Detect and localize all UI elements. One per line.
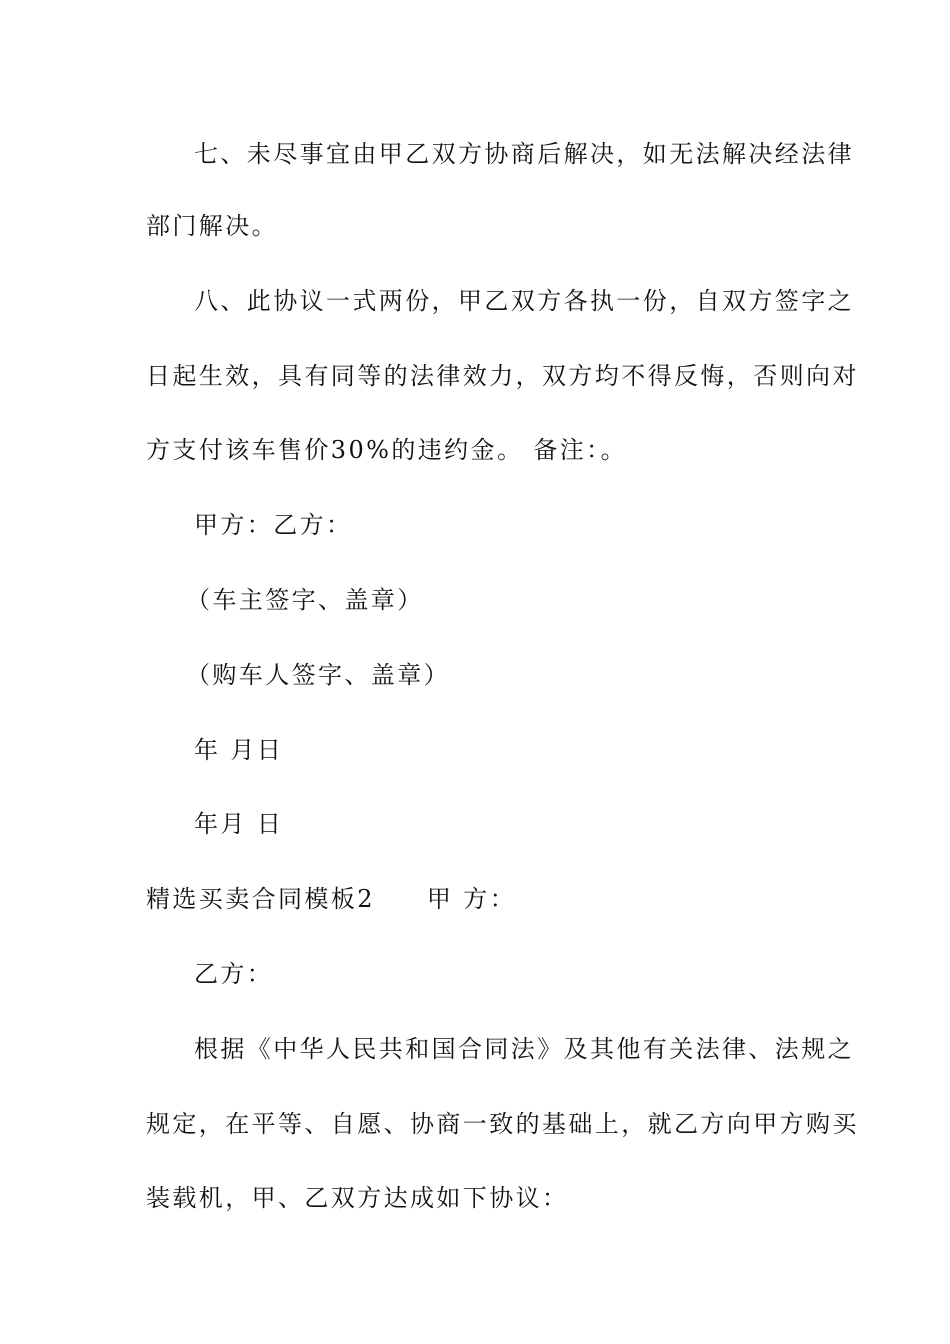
date-line-2: 年月 日 xyxy=(194,810,284,838)
clause-8-line-1: 八、此协议一式两份，甲乙双方各执一份，自双方签字之 xyxy=(194,287,854,315)
party-b-label: 乙方： xyxy=(194,960,274,988)
clause-8-line-3: 方支付该车售价30%的违约金。 备注：。 xyxy=(146,436,627,464)
date-line-1: 年 月日 xyxy=(194,736,284,764)
signature-parties: 甲方：乙方： xyxy=(194,511,353,539)
clause-7-line-1: 七、未尽事宜由甲乙双方协商后解决，如无法解决经法律 xyxy=(194,140,854,168)
seller-signature-note: （车主签字、盖章） xyxy=(186,586,424,614)
preamble-line-1: 根据《中华人民共和国合同法》及其他有关法律、法规之 xyxy=(194,1035,854,1063)
buyer-signature-note: （购车人签字、盖章） xyxy=(186,661,450,689)
heading-gap xyxy=(375,883,427,915)
party-a-label: 甲 方： xyxy=(426,885,517,913)
preamble-line-3: 装载机，甲、乙双方达成如下协议： xyxy=(146,1184,569,1212)
clause-8-line-2: 日起生效，具有同等的法律效力，双方均不得反悔，否则向对 xyxy=(146,362,859,390)
clause-7-line-2: 部门解决。 xyxy=(146,212,278,240)
section-title: 精选买卖合同模板2 xyxy=(146,885,375,913)
section-heading-row xyxy=(146,883,806,915)
preamble-line-2: 规定，在平等、自愿、协商一致的基础上，就乙方向甲方购买 xyxy=(146,1110,859,1138)
